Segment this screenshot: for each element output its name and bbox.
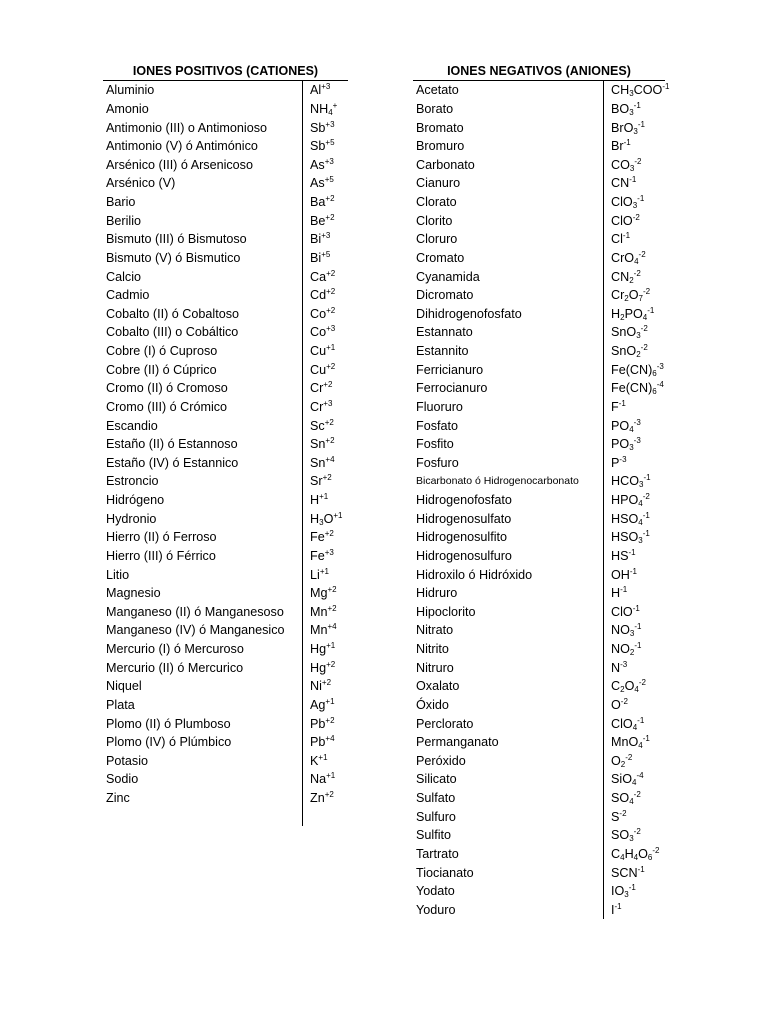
anion-row <box>413 528 665 547</box>
cation-formula: $Sn^{+2}$ <box>310 436 335 452</box>
cation-row <box>103 211 348 230</box>
cation-formula: $NH_4^+$ <box>310 100 338 117</box>
cation-row <box>103 435 348 454</box>
cation-name: Litio <box>106 567 130 582</box>
cation-row <box>103 472 348 491</box>
cation-row <box>103 658 348 677</box>
anions-table-title: IONES NEGATIVOS (ANIONES) <box>413 62 665 81</box>
anion-name: Nitrito <box>416 642 449 657</box>
anion-formula: $H_2PO_4^{-1}$ <box>611 305 655 322</box>
anion-row <box>413 305 665 324</box>
cations-table-title: IONES POSITIVOS (CATIONES) <box>103 62 348 81</box>
cation-name: Cobalto (II) ó Cobaltoso <box>106 306 240 321</box>
cation-formula: $Cu^{+2}$ <box>310 361 336 377</box>
anion-formula: $H^{-1}$ <box>611 585 628 601</box>
anion-formula: $BO_3^{-1}$ <box>611 100 641 117</box>
anion-row <box>413 193 665 212</box>
anion-name: Ferrocianuro <box>416 381 488 396</box>
cation-formula: $Hg^{+1}$ <box>310 641 336 657</box>
anion-name: Permanganato <box>416 735 499 750</box>
anion-row <box>413 323 665 342</box>
anion-name: Clorato <box>416 195 457 210</box>
cation-row <box>103 174 348 193</box>
anion-row <box>413 640 665 659</box>
anion-name: Perclorato <box>416 716 474 731</box>
cation-name: Berilio <box>106 213 141 228</box>
anion-row <box>413 677 665 696</box>
cation-name: Cobre (II) ó Cúprico <box>106 362 217 377</box>
cation-name: Cadmio <box>106 288 150 303</box>
anion-formula: ClO$^{-1}$ <box>611 603 640 619</box>
anion-row <box>413 230 665 249</box>
cation-name: Aluminio <box>106 83 155 98</box>
cation-formula: $As^{+3}$ <box>310 156 334 172</box>
cation-formula: $As^{+5}$ <box>310 175 334 191</box>
anion-formula: ClO$_4^{-1}$ <box>611 715 645 732</box>
anion-name: Bromuro <box>416 139 465 154</box>
cation-row <box>103 621 348 640</box>
cation-name: Arsénico (III) ó Arsenicoso <box>106 157 253 172</box>
cation-row <box>103 118 348 137</box>
cation-row <box>103 789 348 808</box>
cation-row <box>103 81 348 100</box>
cation-name: Bismuto (III) ó Bismutoso <box>106 232 247 247</box>
anion-row <box>413 435 665 454</box>
cation-name: Hierro (III) ó Férrico <box>106 548 216 563</box>
cation-formula: $K^{+1}$ <box>310 752 328 768</box>
anion-row <box>413 658 665 677</box>
anion-row <box>413 584 665 603</box>
anion-formula: $OH^{-1}$ <box>611 566 638 582</box>
cation-row <box>103 323 348 342</box>
anion-formula: ClO$^{-2}$ <box>611 212 640 228</box>
cation-name: Sodio <box>106 772 139 787</box>
anion-row <box>413 342 665 361</box>
anion-name: Hidrogenosulfuro <box>416 548 512 563</box>
cation-formula: $Mn^{+2}$ <box>310 603 337 619</box>
anion-row <box>413 379 665 398</box>
anion-formula: BrO$_3^{-1}$ <box>611 119 645 136</box>
anion-formula: $PO_4^{-3}$ <box>611 417 641 434</box>
cation-name: Cobalto (III) o Cobáltico <box>106 325 239 340</box>
cation-name: Cromo (III) ó Crómico <box>106 399 228 414</box>
cation-name: Cromo (II) ó Cromoso <box>106 381 228 396</box>
anion-row <box>413 603 665 622</box>
anion-name: Hipoclorito <box>416 604 476 619</box>
cation-formula: $Be^{+2}$ <box>310 212 335 228</box>
anion-formula: $PO_3^{-3}$ <box>611 436 641 453</box>
cation-row <box>103 807 348 826</box>
anion-name: Borato <box>416 101 454 116</box>
anion-row <box>413 901 665 920</box>
cation-name: Plata <box>106 697 135 712</box>
anion-row <box>413 174 665 193</box>
cation-row <box>103 230 348 249</box>
cation-name: Estaño (IV) ó Estannico <box>106 455 239 470</box>
anion-row <box>413 714 665 733</box>
cation-formula: $Cd^{+2}$ <box>310 287 336 303</box>
cation-row <box>103 286 348 305</box>
cation-formula: $Sn^{+4}$ <box>310 454 335 470</box>
cation-formula: $Co^{+2}$ <box>310 305 336 321</box>
anion-row <box>413 118 665 137</box>
cation-name: Antimonio (V) ó Antimónico <box>106 139 258 154</box>
cation-formula: $Mn^{+4}$ <box>310 622 337 638</box>
cation-formula: $Pb^{+2}$ <box>310 715 335 731</box>
cation-name: Escandio <box>106 418 158 433</box>
cation-name: Estroncio <box>106 474 159 489</box>
cation-formula: $Co^{+3}$ <box>310 324 336 340</box>
anion-row <box>413 565 665 584</box>
anion-row <box>413 472 665 491</box>
anion-name: Tiocianato <box>416 865 474 880</box>
cation-name: Mercurio (II) ó Mercurico <box>106 660 244 675</box>
cation-name: Potasio <box>106 753 149 768</box>
anion-formula: $O_2^{-2}$ <box>611 752 633 769</box>
anion-name: Ferricianuro <box>416 362 484 377</box>
anion-formula: MnO$_4^{-1}$ <box>611 734 650 751</box>
cation-name: Amonio <box>106 101 149 116</box>
cation-formula: $Cr^{+2}$ <box>310 380 333 396</box>
anion-row <box>413 211 665 230</box>
anion-row <box>413 789 665 808</box>
anion-row <box>413 81 670 100</box>
anion-name: Estannato <box>416 325 473 340</box>
cation-formula: $Zn^{+2}$ <box>310 790 334 806</box>
anion-formula: $NO_2^{-1}$ <box>611 641 642 658</box>
cation-row <box>103 603 348 622</box>
anion-name: Oxalato <box>416 679 460 694</box>
anion-name: Fosfuro <box>416 455 459 470</box>
cation-formula: $Cr^{+3}$ <box>310 398 333 414</box>
anion-formula: $CH_3COO^{-1}$ <box>611 82 670 99</box>
anion-formula: $C_4H_4O_6^{-2}$ <box>611 845 660 862</box>
cation-name: Bario <box>106 195 136 210</box>
cation-row <box>103 547 348 566</box>
anion-formula: $SCN^{-1}$ <box>611 864 645 880</box>
anion-row <box>413 621 665 640</box>
anion-formula: CrO$_4^{-2}$ <box>611 249 646 266</box>
anion-row <box>413 752 665 771</box>
cation-name: Cobre (I) ó Cuproso <box>106 344 218 359</box>
cation-name: Niquel <box>106 679 142 694</box>
anion-row <box>413 863 665 882</box>
cation-row <box>103 491 348 510</box>
cation-name: Hierro (II) ó Ferroso <box>106 530 217 545</box>
cations-rows <box>103 81 348 826</box>
anion-formula: $HCO_3^{-1}$ <box>611 473 651 490</box>
cation-name: Arsénico (V) <box>106 176 176 191</box>
cation-formula: $Sr^{+2}$ <box>310 473 332 489</box>
anion-formula: $Cr_2O_7^{-2}$ <box>611 287 651 304</box>
anion-row <box>413 826 665 845</box>
anion-row <box>413 360 665 379</box>
cation-formula: $Ca^{+2}$ <box>310 268 336 284</box>
cation-row <box>103 305 348 324</box>
cation-row <box>103 416 348 435</box>
cation-formula: $Pb^{+4}$ <box>310 734 335 750</box>
cation-row <box>103 454 348 473</box>
anion-name: Bromato <box>416 120 464 135</box>
anion-name: Hidrogenosulfato <box>416 511 512 526</box>
cation-formula: $Fe^{+2}$ <box>310 529 334 545</box>
cation-row <box>103 379 348 398</box>
cation-row <box>103 565 348 584</box>
anion-row <box>413 249 665 268</box>
anion-name: Cianuro <box>416 176 461 191</box>
cation-name: Manganeso (IV) ó Manganesico <box>106 623 285 638</box>
anion-row <box>413 770 665 789</box>
cation-name: Zinc <box>106 791 130 806</box>
cation-formula: $Hg^{+2}$ <box>310 659 336 675</box>
cation-name: Plomo (II) ó Plumboso <box>106 716 231 731</box>
anion-row <box>413 267 665 286</box>
anion-row <box>413 696 665 715</box>
cation-row <box>103 640 348 659</box>
anion-formula: $I^{-1}$ <box>611 901 622 917</box>
anion-formula: $NO_3^{-1}$ <box>611 622 642 639</box>
cation-row <box>103 342 348 361</box>
anion-name: Yoduro <box>416 902 456 917</box>
anion-row <box>413 807 665 826</box>
anion-name: Bicarbonato ó Hidrogenocarbonato <box>416 475 579 488</box>
anion-formula: $Fe(CN)_6^{-3}$ <box>611 361 664 378</box>
anion-formula: $CO_3^{-2}$ <box>611 156 642 173</box>
anion-formula: SiO$_4^{-4}$ <box>611 771 644 788</box>
anion-formula: $P^{-3}$ <box>611 454 627 470</box>
cation-row <box>103 509 348 528</box>
anion-name: Hidrogenofosfato <box>416 493 512 508</box>
anion-name: Fosfito <box>416 437 454 452</box>
anion-name: Estannito <box>416 344 469 359</box>
anion-formula: $CN^{-1}$ <box>611 175 637 191</box>
anion-name: Yodato <box>416 884 455 899</box>
anion-name: Clorito <box>416 213 453 228</box>
cation-row <box>103 156 348 175</box>
cation-name: Hidrógeno <box>106 493 165 508</box>
cation-formula: $Sb^{+5}$ <box>310 138 335 154</box>
cation-row <box>103 249 348 268</box>
cation-name: Estaño (II) ó Estannoso <box>106 437 238 452</box>
cation-formula: $Na^{+1}$ <box>310 771 336 787</box>
anion-formula: $IO_3^{-1}$ <box>611 883 636 900</box>
cation-formula: $H^{+1}$ <box>310 492 329 508</box>
cation-name: Manganeso (II) ó Manganesoso <box>106 604 284 619</box>
anion-row <box>413 547 665 566</box>
anion-formula: SnO$_3^{-2}$ <box>611 324 648 341</box>
cation-formula: $Ag^{+1}$ <box>310 696 335 712</box>
cation-row <box>103 677 348 696</box>
cation-formula: $Ba^{+2}$ <box>310 194 335 210</box>
cation-name: Plomo (IV) ó Plúmbico <box>106 735 232 750</box>
anion-row <box>413 137 665 156</box>
cation-formula: $Fe^{+3}$ <box>310 547 334 563</box>
anion-formula: $C_2O_4^{-2}$ <box>611 678 646 695</box>
anion-name: Sulfito <box>416 828 452 843</box>
anion-name: Dicromato <box>416 288 474 303</box>
anion-name: Dihidrogenofosfato <box>416 306 522 321</box>
cation-row <box>103 267 348 286</box>
anion-name: Sulfato <box>416 791 456 806</box>
anions-table <box>413 62 670 919</box>
anion-formula: $HSO_3^{-1}$ <box>611 529 650 546</box>
cation-row <box>103 584 348 603</box>
anion-name: Hidrogenosulfito <box>416 530 508 545</box>
anion-formula: $CN_2^{-2}$ <box>611 268 641 285</box>
anion-formula: ClO$_3^{-1}$ <box>611 194 645 211</box>
cation-name: Magnesio <box>106 586 161 601</box>
cation-row <box>103 733 348 752</box>
anion-formula: $HSO_4^{-1}$ <box>611 510 650 527</box>
anion-formula: $Fe(CN)_6^{-4}$ <box>611 380 664 397</box>
anion-formula: $F^{-1}$ <box>611 398 626 414</box>
anion-formula: $N^{-3}$ <box>611 659 628 675</box>
cation-name: Antimonio (III) o Antimonioso <box>106 120 267 135</box>
anion-name: Óxido <box>416 697 449 712</box>
anion-formula: $SO_3^{-2}$ <box>611 827 641 844</box>
anion-name: Hidroxilo ó Hidróxido <box>416 567 533 582</box>
anion-name: Acetato <box>416 83 459 98</box>
anion-row <box>413 100 665 119</box>
cation-row <box>103 398 348 417</box>
anion-formula: $S^{-2}$ <box>611 808 627 824</box>
cation-row <box>103 714 348 733</box>
anion-formula: $Cl^{-1}$ <box>611 231 631 247</box>
cation-formula: $Li^{+1}$ <box>310 566 329 582</box>
anion-name: Silicato <box>416 772 457 787</box>
anion-name: Cromato <box>416 250 465 265</box>
anion-row <box>413 733 665 752</box>
anions-rows <box>413 81 670 919</box>
cation-formula: $Bi^{+3}$ <box>310 231 331 247</box>
anion-name: Tartrato <box>416 846 459 861</box>
cation-row <box>103 770 348 789</box>
anion-name: Nitruro <box>416 660 454 675</box>
anion-row <box>413 882 665 901</box>
cation-name: Calcio <box>106 269 141 284</box>
anion-formula: $O^{-2}$ <box>611 696 628 712</box>
anion-name: Carbonato <box>416 157 475 172</box>
anion-formula: $HS^{-1}$ <box>611 547 636 563</box>
anion-formula: $HPO_4^{-2}$ <box>611 492 650 509</box>
anion-name: Peróxido <box>416 753 466 768</box>
cation-formula: $Bi^{+5}$ <box>310 249 331 265</box>
cation-formula: $Sc^{+2}$ <box>310 417 334 433</box>
cation-row <box>103 696 348 715</box>
cation-row <box>103 528 348 547</box>
anion-row <box>413 491 665 510</box>
cation-name: Mercurio (I) ó Mercuroso <box>106 642 244 657</box>
anion-row <box>413 398 665 417</box>
anion-name: Fosfato <box>416 418 458 433</box>
cation-name: Hydronio <box>106 511 157 526</box>
cation-formula: $H_3O^{+1}$ <box>310 510 343 527</box>
anion-row <box>413 286 665 305</box>
anion-name: Nitrato <box>416 623 454 638</box>
anion-row <box>413 845 665 864</box>
cation-row <box>103 137 348 156</box>
anion-row <box>413 416 665 435</box>
anion-name: Sulfuro <box>416 809 456 824</box>
anion-row <box>413 509 665 528</box>
anion-name: Hidruro <box>416 586 458 601</box>
cation-formula: $Cu^{+1}$ <box>310 343 336 359</box>
cation-formula: $Sb^{+3}$ <box>310 119 335 135</box>
anion-row <box>413 454 665 473</box>
cation-row <box>103 100 348 119</box>
anion-row <box>413 156 665 175</box>
anion-formula: $SO_4^{-2}$ <box>611 790 641 807</box>
anion-formula: $Br^{-1}$ <box>611 138 631 154</box>
anion-name: Cloruro <box>416 232 458 247</box>
cation-formula: $Mg^{+2}$ <box>310 585 337 601</box>
cation-name: Bismuto (V) ó Bismutico <box>106 250 241 265</box>
cation-row <box>103 360 348 379</box>
cation-row <box>103 752 348 771</box>
cation-formula: $Al^{+3}$ <box>310 82 331 98</box>
cation-formula: $Ni^{+2}$ <box>310 678 332 694</box>
anion-name: Fluoruro <box>416 399 463 414</box>
cations-table <box>103 62 348 826</box>
cation-row <box>103 193 348 212</box>
anion-formula: SnO$_2^{-2}$ <box>611 343 648 360</box>
anion-name: Cyanamida <box>416 269 480 284</box>
